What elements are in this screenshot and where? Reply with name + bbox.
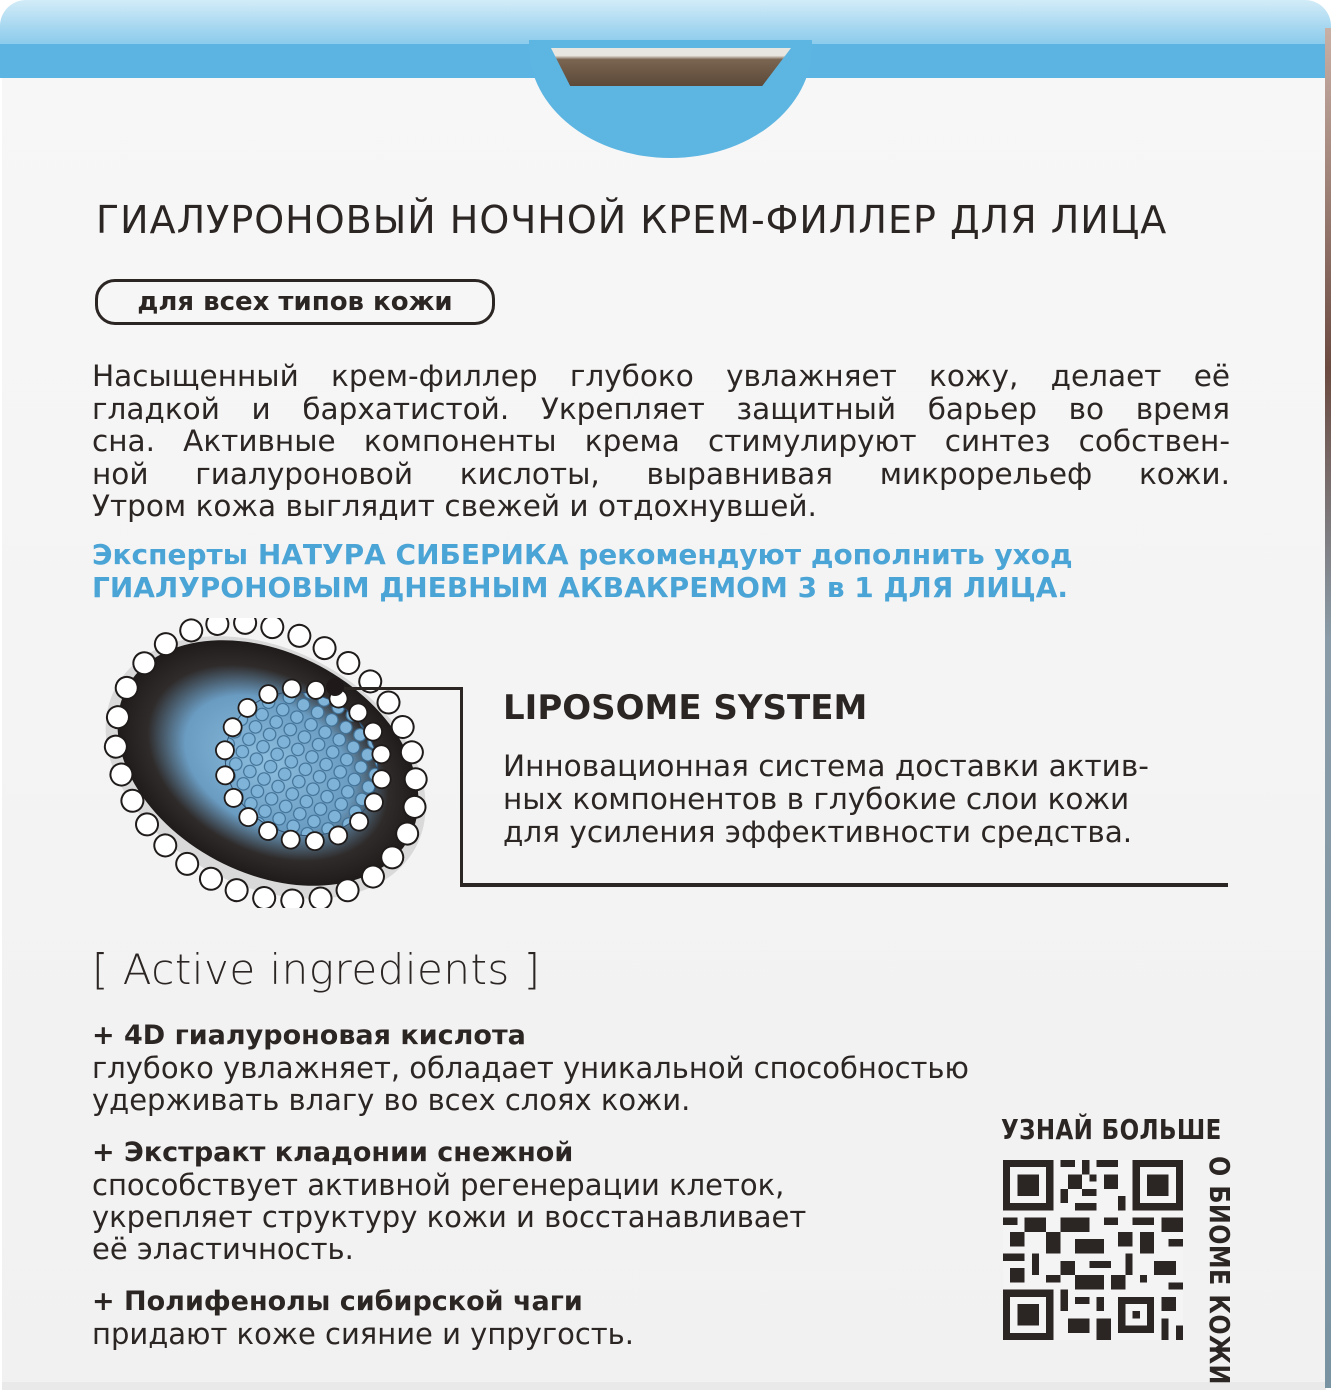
liposome-line: Инновационная система доставки актив- (503, 749, 1149, 783)
qr-label-top: УЗНАЙ БОЛЬШЕ (1001, 1113, 1222, 1146)
ingredient-name: + Экстракт кладонии снежной (92, 1137, 574, 1168)
liposome-icon (88, 618, 448, 908)
callout-line-bottom (460, 883, 1228, 887)
liposome-title: LIPOSOME SYSTEM (503, 688, 868, 728)
ingredient-line: способствует активной регенерации клеток, (92, 1168, 785, 1202)
description-line: ной гиалуроновой кислоты, выравнивая микрорельеф кожи. (92, 456, 1230, 491)
ingredient-line: удерживать влагу во всех слоях кожи. (92, 1083, 691, 1117)
skin-type-label: для всех типов кожи (137, 287, 453, 317)
ingredient-name: + Полифенолы сибирской чаги (92, 1286, 583, 1317)
ingredient-description (92, 1318, 634, 1350)
description-line: сна. Активные компоненты крема стимулируют синтез собствен- (92, 424, 1230, 458)
expert-recommendation (92, 538, 1073, 604)
product-title: ГИАЛУРОНОВЫЙ НОЧНОЙ КРЕМ-ФИЛЛЕР ДЛЯ ЛИЦА (96, 198, 1168, 242)
description-line: Утром кожа выглядит свежей и отдохнувшей. (92, 489, 817, 523)
ingredient-line: придают коже сияние и упругость. (92, 1317, 634, 1351)
liposome-line: для усиления эффективности средства. (503, 815, 1133, 849)
ingredient-line: укрепляет структуру кожи и восстанавливает (92, 1200, 807, 1234)
callout-dot-icon (326, 678, 344, 696)
description-line: гладкой и бархатистой. Укрепляет защитный барьер во время (92, 391, 1230, 426)
box-side-edge (1325, 28, 1331, 1388)
callout-line-horizontal (335, 687, 463, 690)
ingredient-name: + 4D гиалуроновая кислота (92, 1020, 526, 1051)
promo-line: Эксперты НАТУРА СИБЕРИКА рекомендуют дополнить уход (92, 538, 1073, 571)
liposome-line: ных компонентов в глубокие слои кожи (503, 782, 1130, 816)
ingredient-item (92, 1137, 806, 1265)
liposome-description (503, 750, 1149, 849)
ingredient-description (92, 1052, 969, 1116)
ingredient-item (92, 1286, 634, 1350)
ingredient-item (92, 1020, 969, 1116)
ingredient-description (92, 1169, 806, 1265)
lid-slot (551, 48, 791, 86)
ingredient-line: глубоко увлажняет, обладает уникальной способностью (92, 1051, 969, 1085)
promo-line: ГИАЛУРОНОВЫМ ДНЕВНЫМ АКВАКРЕМОМ 3 в 1 ДЛЯ ЛИЦА. (92, 571, 1068, 604)
callout-line-vertical (460, 687, 463, 886)
description-line: Насыщенный крем-филлер глубоко увлажняет кожу, делает её (92, 359, 1230, 393)
skin-type-badge (95, 279, 495, 325)
ingredient-line: её эластичность. (92, 1232, 354, 1266)
active-ingredients-heading: [ Active ingredients ] (92, 945, 541, 994)
qr-label-side: О БИОМЕ КОЖИ (1203, 1156, 1236, 1385)
qr-code-icon[interactable] (1003, 1160, 1183, 1340)
product-description (92, 360, 1230, 523)
